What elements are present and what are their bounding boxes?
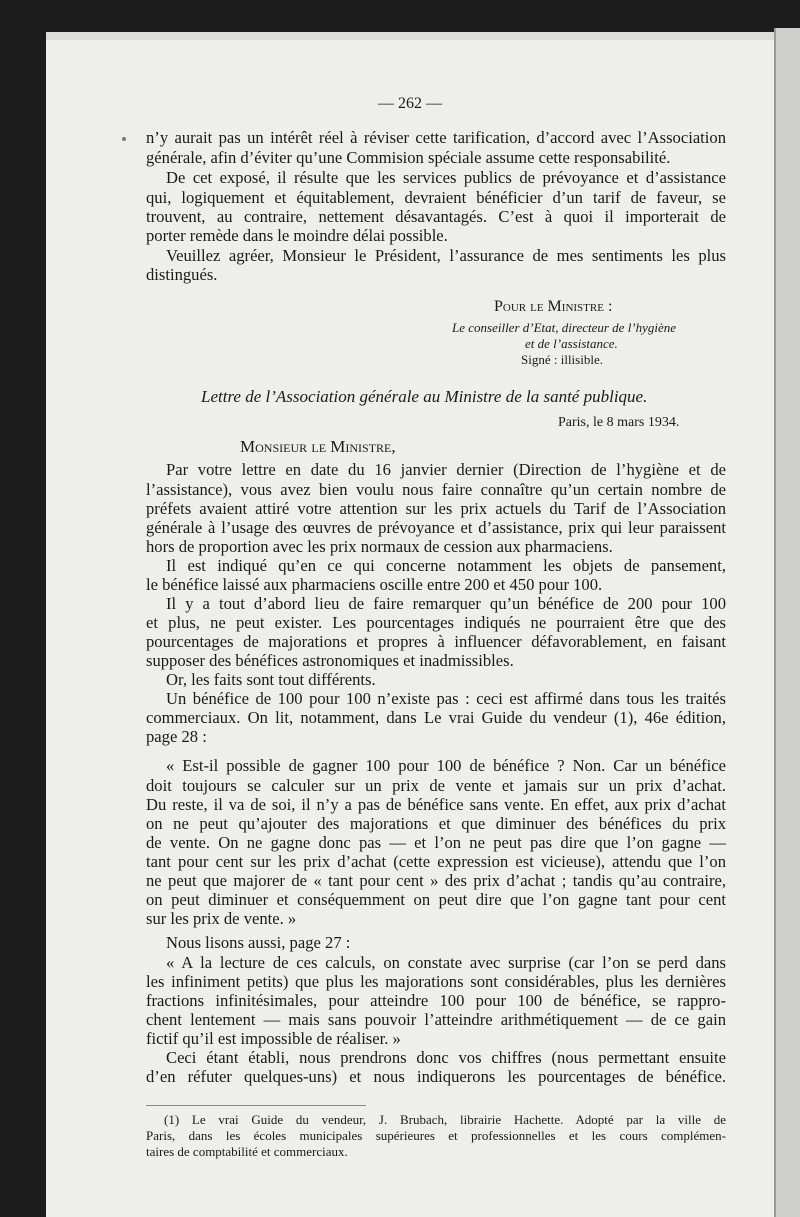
text-line: page 28 : xyxy=(146,727,207,746)
text-line: Il y a tout d’abord lieu de faire remarquer qu’un bénéfice de 200 pour 100 xyxy=(166,594,726,613)
letter-date: Paris, le 8 mars 1934. xyxy=(558,415,680,430)
signature-line: et de l’assistance. xyxy=(525,336,618,351)
quote-line: fractions infinitésimales, pour atteindre 100 pour 100 de bénéfice, se rappro- xyxy=(146,991,726,1010)
text-line: d’en réfuter quelques-uns) et nous indiquerons les pourcentages de bénéfice. xyxy=(146,1067,726,1086)
quote-line: tant pour cent sur les prix d’achat (cette expression est vicieuse), attendu que l’on xyxy=(146,852,726,871)
text-line: Un bénéfice de 100 pour 100 n’existe pas : ceci est affirmé dans tous les traités xyxy=(166,689,726,708)
quote-line: chent lentement — mais sans pouvoir l’atteindre arithmétiquement — de ce gain xyxy=(146,1010,726,1029)
quote-line: les infiniment petits) que plus les majorations sont considérables, plus les dernières xyxy=(146,972,726,991)
text-line: trouvent, au contraire, nettement désavantagés. C’est à quoi il importerait de xyxy=(146,207,726,226)
signature-signed: Signé : illisible. xyxy=(521,352,603,367)
quote-line: « Est-il possible de gagner 100 pour 100 de bénéfice ? Non. Car un bénéfice xyxy=(166,756,726,775)
signature-line: Le conseiller d’Etat, directeur de l’hygiène xyxy=(452,320,677,335)
text-line: Ceci étant établi, nous prendrons donc vos chiffres (nous permettant ensuite xyxy=(166,1048,726,1067)
salutation: Monsieur le Ministre, xyxy=(240,437,396,456)
text-line: Il est indiqué qu’en ce qui concerne notamment les objets de pansement, xyxy=(166,556,726,575)
text-line: Nous lisons aussi, page 27 : xyxy=(166,933,351,952)
text-line: hors de proportion avec les prix normaux de cession aux pharmaciens. xyxy=(146,537,613,556)
text-line: commerciaux. On lit, notamment, dans Le vrai Guide du vendeur (1), 46e édition, xyxy=(146,708,726,727)
text-line: pourcentages de majorations et propres à influencer défavorablement, en faisant xyxy=(146,632,726,651)
page-number: — 262 — xyxy=(378,95,442,112)
quote-line: doit toujours se calculer sur un prix de vente et jamais sur un prix d’achat. xyxy=(146,776,726,795)
quote-line: ne peut que majorer de « tant pour cent » des prix d’achat ; tandis qu’au contraire, xyxy=(146,871,726,890)
quote-line: sur les prix de vente. » xyxy=(146,909,297,928)
text-line: le bénéfice laissé aux pharmaciens oscille entre 200 et 450 pour 100. xyxy=(146,575,603,594)
quote-line: « A la lecture de ces calculs, on constate avec surprise (car l’on se perd dans xyxy=(166,953,726,972)
footnote-rule xyxy=(146,1105,366,1106)
quote-line: Du reste, il va de soi, il n’y a pas de bénéfice sans vente. En effet, aux prix d’achat xyxy=(146,795,726,814)
footnote-line: (1) Le vrai Guide du vendeur, J. Brubach, librairie Hachette. Adopté par la ville de xyxy=(164,1112,726,1127)
margin-mark xyxy=(122,137,126,141)
footnote-line: taires de comptabilité et commerciaux. xyxy=(146,1144,348,1159)
quote-line: de vente. On ne gagne donc pas — et l’on ne peut pas dire que l’on gagne — xyxy=(146,833,726,852)
text-line: Veuillez agréer, Monsieur le Président, l’assurance de mes sentiments les plus xyxy=(166,246,726,265)
text-line: l’assistance), vous avez bien voulu nous faire connaître qu’un certain nombre de xyxy=(146,480,726,499)
text-line: générale, afin d’éviter qu’une Commision spéciale assume cette responsabilité. xyxy=(146,148,671,167)
text-line: distingués. xyxy=(146,265,218,284)
facing-page-edge xyxy=(774,28,800,1217)
text-line: n’y aurait pas un intérêt réel à réviser cette tarification, d’accord avec l’Association xyxy=(146,128,726,147)
text-line: Or, les faits sont tout différents. xyxy=(166,670,376,689)
text-line: Par votre lettre en date du 16 janvier dernier (Direction de l’hygiène et de xyxy=(166,460,726,479)
text-line: porter remède dans le moindre délai possible. xyxy=(146,226,448,245)
quote-line: on peut diminuer et conséquemment on peut dire que l’on gagne tant pour cent xyxy=(146,890,726,909)
text-line: préfets avaient attiré votre attention sur les prix actuels du Tarif de l’Association xyxy=(146,499,726,518)
footnote-line: Paris, dans les écoles municipales supérieures et professionnelles et les cours complémen- xyxy=(146,1128,726,1143)
text-line: générale à l’usage des œuvres de prévoyance et d’assistance, prix qui leur paraissent xyxy=(146,518,726,537)
quote-line: fictif qu’il est impossible de réaliser. » xyxy=(146,1029,401,1048)
letter-title: Lettre de l’Association générale au Ministre de la santé publique. xyxy=(201,387,648,406)
page-top-edge xyxy=(46,32,786,40)
text-line: De cet exposé, il résulte que les services publics de prévoyance et d’assistance xyxy=(166,168,726,187)
text-line: qui, logiquement et équitablement, devraient bénéficier d’un tarif de faveur, se xyxy=(146,188,726,207)
text-line: supposer des bénéfices astronomiques et inadmissibles. xyxy=(146,651,514,670)
text-line: et plus, ne peut exister. Les pourcentages indiqués ne pourraient être que des xyxy=(146,613,726,632)
document-page xyxy=(46,40,774,1217)
quote-line: on ne peut qu’ajouter des majorations et que diminuer des bénéfices du prix xyxy=(146,814,726,833)
signature-heading: Pour le Ministre : xyxy=(494,298,613,315)
